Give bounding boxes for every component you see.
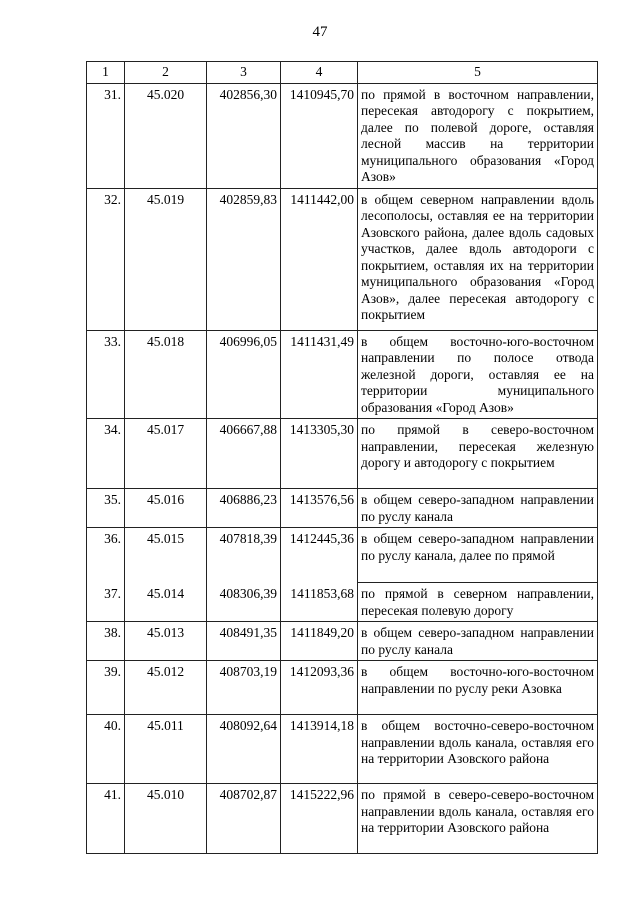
coord-x: 402859,83 xyxy=(207,188,281,330)
coord-x: 407818,39 xyxy=(207,528,281,583)
row-number: 34. xyxy=(87,419,125,489)
row-number: 38. xyxy=(87,622,125,661)
coord-y: 1413576,56 xyxy=(281,489,358,528)
point-code: 45.013 xyxy=(125,622,207,661)
coord-y: 1410945,70 xyxy=(281,83,358,188)
boundary-description: в общем северо-западном направлении по руслу канала, далее по прямой xyxy=(358,528,598,583)
point-code: 45.010 xyxy=(125,784,207,854)
coord-y: 1413305,30 xyxy=(281,419,358,489)
boundary-description: в общем восточно-юго-восточном направлении по руслу реки Азовка xyxy=(358,661,598,715)
row-number: 40. xyxy=(87,715,125,784)
row-number: 31. xyxy=(87,83,125,188)
coord-x: 408702,87 xyxy=(207,784,281,854)
table-row xyxy=(87,419,598,489)
header-col-1: 1 xyxy=(87,62,125,84)
boundary-description: по прямой в северо-северо-восточном направлении вдоль канала, оставляя его на территории Азовского района xyxy=(358,784,598,854)
point-code: 45.015 xyxy=(125,528,207,583)
coord-y: 1411431,49 xyxy=(281,330,358,419)
row-number: 41. xyxy=(87,784,125,854)
table-row xyxy=(87,489,598,528)
boundary-description: в общем северном направлении вдоль лесополосы, оставляя ее на территории Азовского района, далее вдоль садовых участков, далее вдоль автодороги с покрытием, оставляя их на территории муниципального образования «Город Азов», далее пересекая автодорогу с покрытием xyxy=(358,188,598,330)
boundary-description: в общем восточно-юго-восточном направлении по полосе отвода железной дороги, оставляя ее на территории муниципального образования «Город Азов» xyxy=(358,330,598,419)
boundary-description: в общем северо-западном направлении по руслу канала xyxy=(358,622,598,661)
table-row xyxy=(87,583,598,622)
point-code: 45.019 xyxy=(125,188,207,330)
point-code: 45.020 xyxy=(125,83,207,188)
coord-x: 406886,23 xyxy=(207,489,281,528)
table-row xyxy=(87,528,598,583)
point-code: 45.012 xyxy=(125,661,207,715)
coord-x: 408703,19 xyxy=(207,661,281,715)
coord-x: 406667,88 xyxy=(207,419,281,489)
header-col-3: 3 xyxy=(207,62,281,84)
point-code: 45.011 xyxy=(125,715,207,784)
coord-y: 1411442,00 xyxy=(281,188,358,330)
coord-x: 408306,39 xyxy=(207,583,281,622)
boundary-description: по прямой в восточном направлении, пересекая автодорогу с покрытием, далее по полевой дороге, оставляя лесной массив на территории муниципального образования «Город Азов» xyxy=(358,83,598,188)
header-col-5: 5 xyxy=(358,62,598,84)
coord-y: 1415222,96 xyxy=(281,784,358,854)
row-number: 35. xyxy=(87,489,125,528)
coord-y: 1413914,18 xyxy=(281,715,358,784)
coord-y: 1411849,20 xyxy=(281,622,358,661)
table-row xyxy=(87,188,598,330)
point-code: 45.018 xyxy=(125,330,207,419)
table-row xyxy=(87,784,598,854)
table-row xyxy=(87,661,598,715)
boundary-description: по прямой в северном направлении, пересекая полевую дорогу xyxy=(358,583,598,622)
coord-x: 408092,64 xyxy=(207,715,281,784)
point-code: 45.017 xyxy=(125,419,207,489)
boundary-description: в общем северо-западном направлении по руслу канала xyxy=(358,489,598,528)
coord-x: 408491,35 xyxy=(207,622,281,661)
table-row xyxy=(87,715,598,784)
coord-x: 406996,05 xyxy=(207,330,281,419)
page-number: 47 xyxy=(312,24,328,40)
header-col-2: 2 xyxy=(125,62,207,84)
coord-y: 1412445,36 xyxy=(281,528,358,583)
boundary-description: по прямой в северо-восточном направлении, пересекая железную дорогу и автодорогу с покрытием xyxy=(358,419,598,489)
boundary-table xyxy=(86,61,598,854)
row-number: 33. xyxy=(87,330,125,419)
coord-x: 402856,30 xyxy=(207,83,281,188)
header-col-4: 4 xyxy=(281,62,358,84)
coord-y: 1412093,36 xyxy=(281,661,358,715)
point-code: 45.016 xyxy=(125,489,207,528)
table-row xyxy=(87,622,598,661)
boundary-description: в общем восточно-северо-восточном направлении вдоль канала, оставляя его на территории Азовского района xyxy=(358,715,598,784)
table-header-row xyxy=(87,62,598,84)
row-number: 32. xyxy=(87,188,125,330)
row-number: 36. xyxy=(87,528,125,583)
point-code: 45.014 xyxy=(125,583,207,622)
table-row xyxy=(87,83,598,188)
row-number: 39. xyxy=(87,661,125,715)
row-number: 37. xyxy=(87,583,125,622)
table-row xyxy=(87,330,598,419)
coord-y: 1411853,68 xyxy=(281,583,358,622)
